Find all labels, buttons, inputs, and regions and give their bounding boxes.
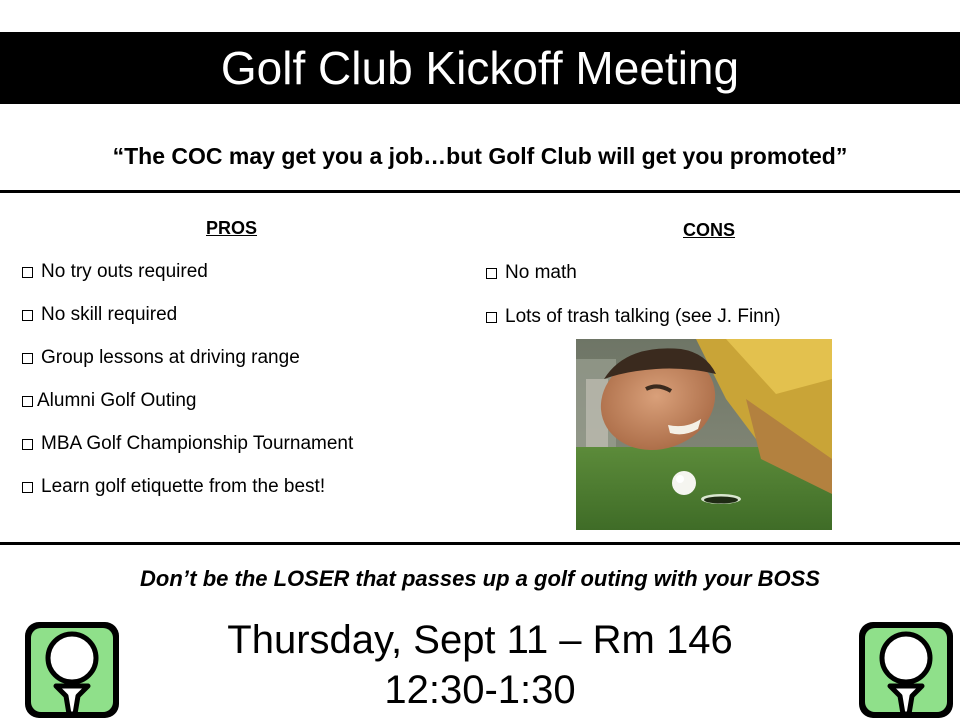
checkbox-icon (22, 353, 33, 364)
event-date-room: Thursday, Sept 11 – Rm 146 (227, 618, 733, 662)
pros-item-label: MBA Golf Championship Tournament (41, 433, 354, 454)
tagline-text: Don’t be the LOSER that passes up a golf outing with your BOSS (140, 566, 820, 591)
pros-item (22, 389, 196, 413)
cons-item-label: No math (505, 262, 577, 283)
cons-item (486, 305, 781, 329)
cons-heading: CONS (683, 220, 736, 240)
pros-item-label: No try outs required (41, 261, 208, 282)
checkbox-icon (486, 312, 497, 323)
pros-item-label: Alumni Golf Outing (37, 390, 197, 411)
golfer-putting-photo (576, 339, 832, 530)
checkbox-icon (22, 439, 33, 450)
checkbox-icon (22, 396, 33, 407)
golf-ball-on-tee-icon (856, 620, 956, 720)
pros-item (22, 346, 300, 370)
pros-item-label: No skill required (41, 304, 178, 325)
cons-item (486, 261, 577, 285)
pros-heading: PROS (206, 218, 258, 238)
pros-item (22, 475, 325, 499)
cons-item-label: Lots of trash talking (see J. Finn) (505, 306, 781, 327)
bottom-divider (0, 542, 960, 545)
pros-item (22, 260, 208, 284)
top-divider (0, 190, 960, 193)
checkbox-icon (22, 310, 33, 321)
pros-item (22, 303, 177, 327)
quote-text: “The COC may get you a job…but Golf Club will get you promoted” (112, 143, 848, 169)
checkbox-icon (22, 482, 33, 493)
checkbox-icon (22, 267, 33, 278)
event-time: 12:30-1:30 (384, 668, 576, 712)
pros-item (22, 432, 353, 456)
checkbox-icon (486, 268, 497, 279)
pros-item-label: Group lessons at driving range (41, 347, 300, 368)
pros-item-label: Learn golf etiquette from the best! (41, 476, 326, 497)
page-title: Golf Club Kickoff Meeting (220, 42, 740, 94)
golf-ball-on-tee-icon (22, 620, 122, 720)
